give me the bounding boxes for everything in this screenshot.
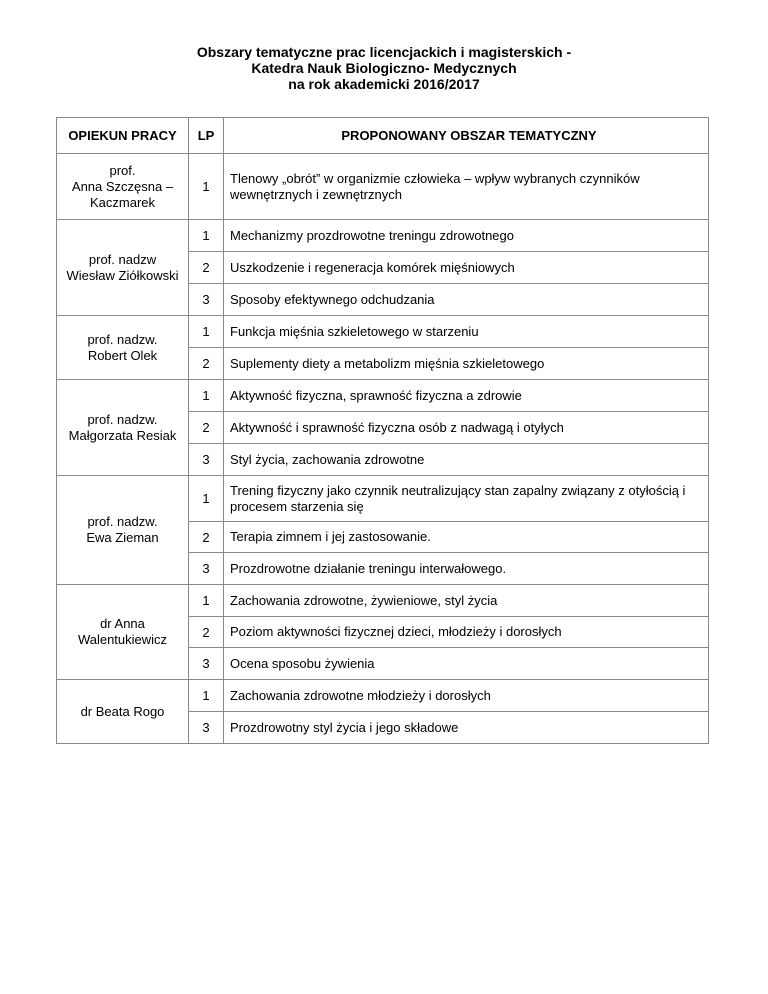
supervisor-line: Wiesław Ziółkowski xyxy=(66,267,179,283)
supervisor-line: Robert Olek xyxy=(87,347,158,363)
topic-cell: Prozdrowotny styl życia i jego składowe xyxy=(224,712,709,744)
supervisor-line: Ewa Zieman xyxy=(86,530,159,545)
table-row xyxy=(57,154,709,220)
supervisor-line: Walentukiewicz xyxy=(77,632,168,647)
lp-cell: 3 xyxy=(189,648,224,680)
supervisor-line: dr Anna xyxy=(100,616,145,631)
topic-cell: Aktywność fizyczna, sprawność fizyczna a zdrowie xyxy=(224,380,709,412)
supervisor-line: dr Beata Rogo xyxy=(80,703,165,719)
lp-cell: 2 xyxy=(189,617,224,648)
topic-cell: Mechanizmy prozdrowotne treningu zdrowotnego xyxy=(224,220,709,252)
lp-cell: 1 xyxy=(189,585,224,617)
topics-table xyxy=(56,117,709,744)
table-row xyxy=(57,585,709,617)
header-lp: LP xyxy=(189,118,224,154)
topic-cell: Funkcja mięśnia szkieletowego w starzeniu xyxy=(224,316,709,348)
supervisor-line: prof. nadzw. xyxy=(87,331,158,347)
supervisor-line: Anna Szczęsna – xyxy=(71,178,174,194)
topic-cell: Tlenowy „obrót” w organizmie człowieka – wpływ wybranych czynników wewnętrznych i zewnętrznych xyxy=(224,154,709,220)
supervisor-cell xyxy=(57,585,189,680)
supervisor-line: Małgorzata Resiak xyxy=(68,427,177,443)
lp-cell: 3 xyxy=(189,444,224,476)
supervisor-line: prof. nadzw xyxy=(88,251,157,267)
topic-cell: Aktywność i sprawność fizyczna osób z nadwagą i otyłych xyxy=(224,412,709,444)
supervisor-line: Kaczmarek xyxy=(89,194,156,210)
table-body xyxy=(57,154,709,744)
supervisor-line: prof. xyxy=(109,162,136,178)
lp-cell: 1 xyxy=(189,316,224,348)
supervisor-cell xyxy=(57,316,189,380)
lp-cell: 2 xyxy=(189,522,224,553)
lp-cell: 2 xyxy=(189,252,224,284)
table-row xyxy=(57,316,709,348)
header-topic: PROPONOWANY OBSZAR TEMATYCZNY xyxy=(341,127,597,143)
lp-cell: 1 xyxy=(189,380,224,412)
title-line-2: Katedra Nauk Biologiczno- Medycznych xyxy=(251,60,517,76)
lp-cell: 3 xyxy=(189,712,224,744)
supervisor-cell xyxy=(57,154,189,220)
supervisor-cell xyxy=(57,680,189,744)
lp-cell: 1 xyxy=(189,476,224,522)
table-row xyxy=(57,476,709,522)
topic-cell: Poziom aktywności fizycznej dzieci, młodzieży i dorosłych xyxy=(224,617,709,648)
table-header-row xyxy=(57,118,709,154)
topic-cell: Zachowania zdrowotne młodzieży i dorosłych xyxy=(224,680,709,712)
topic-cell: Suplementy diety a metabolizm mięśnia szkieletowego xyxy=(224,348,709,380)
topic-cell: Terapia zimnem i jej zastosowanie. xyxy=(224,522,709,553)
supervisor-cell xyxy=(57,220,189,316)
lp-cell: 1 xyxy=(189,220,224,252)
topic-cell: Styl życia, zachowania zdrowotne xyxy=(224,444,709,476)
topic-cell: Zachowania zdrowotne, żywieniowe, styl życia xyxy=(224,585,709,617)
table-row xyxy=(57,680,709,712)
topic-cell: Uszkodzenie i regeneracja komórek mięśniowych xyxy=(224,252,709,284)
document-title xyxy=(0,44,768,92)
lp-cell: 1 xyxy=(189,680,224,712)
supervisor-line: prof. nadzw. xyxy=(87,514,158,529)
supervisor-cell xyxy=(57,476,189,585)
title-line-1: Obszary tematyczne prac licencjackich i magisterskich - xyxy=(196,44,572,60)
lp-cell: 3 xyxy=(189,553,224,585)
topic-cell: Trening fizyczny jako czynnik neutralizujący stan zapalny związany z otyłością i procesem starzenia się xyxy=(224,476,709,522)
header-supervisor: OPIEKUN PRACY xyxy=(68,127,177,143)
supervisor-cell xyxy=(57,380,189,476)
topic-cell: Sposoby efektywnego odchudzania xyxy=(224,284,709,316)
topic-cell: Ocena sposobu żywienia xyxy=(224,648,709,680)
title-line-3: na rok akademicki 2016/2017 xyxy=(288,76,480,92)
supervisor-line: prof. nadzw. xyxy=(87,411,158,427)
lp-cell: 2 xyxy=(189,348,224,380)
lp-cell: 3 xyxy=(189,284,224,316)
topic-cell: Prozdrowotne działanie treningu interwałowego. xyxy=(224,553,709,585)
lp-cell: 2 xyxy=(189,412,224,444)
table-row xyxy=(57,220,709,252)
lp-cell: 1 xyxy=(189,154,224,220)
table-row xyxy=(57,380,709,412)
